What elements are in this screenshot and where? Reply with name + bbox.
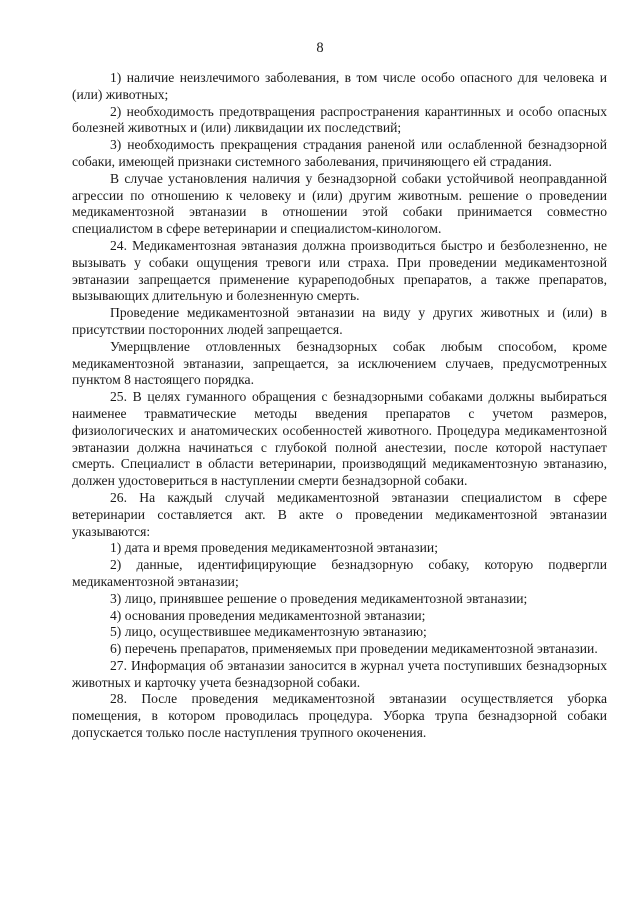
act-item-5: 5) лицо, осуществившее медикаментозную эвтаназию;: [110, 624, 427, 640]
act-item-6: 6) перечень препаратов, применяемых при проведении медикаментозной эвтаназии.: [110, 641, 598, 657]
paragraph-clause-24: 24. Медикаментозная эвтаназия должна производиться быстро и безболезненно, не вызывать у собаки ощущения тревоги или страха. При проведении медикаментозной эвтаназии запрещается применение курареподобных препаратов, а также препаратов, вызывающих длительную и болезненную смерть.: [72, 237, 607, 304]
paragraph-killing-prohibition: Умерщвление отловленных безнадзорных собак любым способом, кроме медикаментозной эвтаназии, запрещается, за исключением случаев, предусмотренных пунктом 8 настоящего порядка.: [72, 338, 607, 388]
act-item-4: 4) основания проведения медикаментозной эвтаназии;: [110, 607, 426, 623]
paragraph-clause-26: 26. На каждый случай медикаментозной эвтаназии специалистом в сфере ветеринарии составляется акт. В акте о проведении медикаментозной эвтаназии указываются:: [72, 489, 607, 539]
paragraph-clause-28: 28. После проведения медикаментозной эвтаназии осуществляется уборка помещения, в котором проводилась процедура. Уборка трупа безнадзорной собаки допускается только после наступления трупного окоченения.: [72, 691, 607, 741]
paragraph-list-item-3: 3) необходимость прекращения страдания раненой или ослабленной безнадзорной собаки, имеющей признаки системного заболевания, причиняющего ей страдания.: [72, 137, 607, 169]
paragraph-public-prohibition: Проведение медикаментозной эвтаназии на виду у других животных и (или) в присутствии посторонних людей запрещается.: [72, 305, 607, 337]
page-number: 8: [316, 40, 324, 56]
paragraph-list-item-2: 2) необходимость предотвращения распространения карантинных и особо опасных болезней животных и (или) ликвидации их последствий;: [72, 103, 607, 136]
act-item-2: 2) данные, идентифицирующие безнадзорную собаку, которую подвергли медикаментозной эвтаназии;: [72, 557, 607, 589]
paragraph-clause-27: 27. Информация об эвтаназии заносится в журнал учета поступивших безнадзорных животных и карточку учета безнадзорной собаки.: [72, 657, 607, 690]
document-body: [72, 70, 607, 742]
paragraph-list-item-1: 1) наличие неизлечимого заболевания, в том числе особо опасного для человека и (или) животных;: [72, 70, 607, 102]
act-item-3: 3) лицо, принявшее решение о проведения медикаментозной эвтаназии;: [110, 590, 528, 606]
paragraph-clause-25: 25. В целях гуманного обращения с безнадзорными собаками должны выбираться наименее травматические методы введения препаратов с учетом размеров, физиологических и анатомических особенностей животного. Процедура медикаментозной эвтаназии должна начинаться с глубокой полной анестезии, после которой наступает смерть. Специалист в области ветеринарии, производящий медикаментозную эвтаназию, должен удостовериться в наступлении смерти безнадзорной собаки.: [72, 389, 607, 489]
paragraph-aggression: В случае установления наличия у безнадзорной собаки устойчивой неоправданной агрессии по отношению к человеку и (или) другим животным. решение о проведении медикаментозной эвтаназии в отношении этой собаки принимается совместно специалистом в сфере ветеринарии и специалистом-кинологом.: [72, 170, 607, 237]
act-item-1: 1) дата и время проведения медикаментозной эвтаназии;: [110, 540, 438, 556]
